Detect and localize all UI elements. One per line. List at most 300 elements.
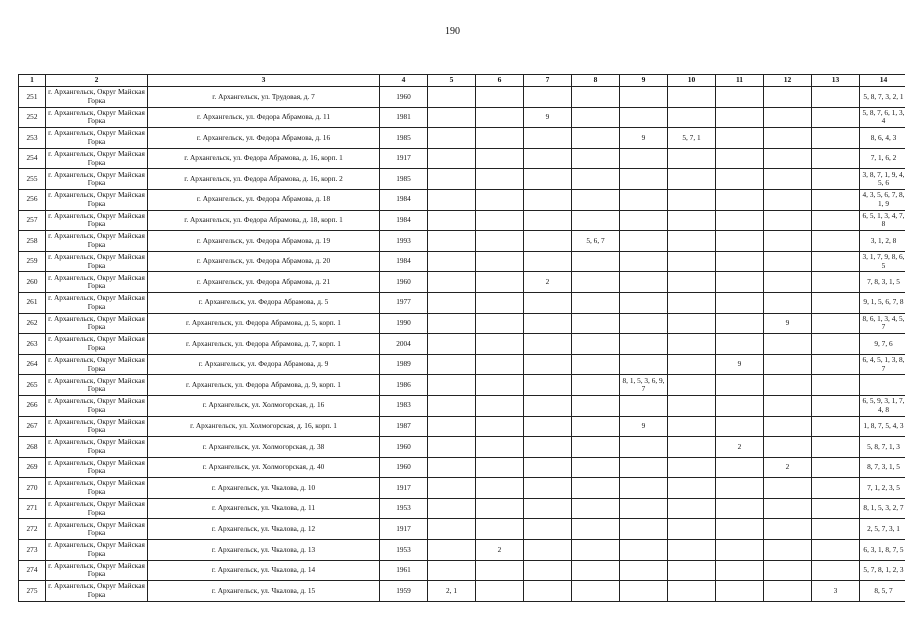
table-cell-col4: 1987 bbox=[380, 416, 428, 437]
table-cell-col12 bbox=[764, 272, 812, 293]
table-cell-col8 bbox=[572, 272, 620, 293]
table-cell-col14 bbox=[860, 375, 905, 396]
table-cell-col11 bbox=[716, 189, 764, 210]
table-cell-col11 bbox=[716, 334, 764, 355]
table-cell-col6 bbox=[476, 251, 524, 272]
table-cell-col13 bbox=[812, 437, 860, 458]
table-cell-col9 bbox=[620, 498, 668, 519]
table-cell-col9 bbox=[620, 313, 668, 334]
table-cell-col9 bbox=[620, 107, 668, 128]
table-cell-col8 bbox=[572, 251, 620, 272]
table-cell-col14: 2, 5, 7, 3, 1 bbox=[860, 519, 905, 540]
table-cell-col7 bbox=[524, 231, 572, 252]
table-cell-col3: г. Архангельск, ул. Федора Абрамова, д. 11 bbox=[148, 107, 380, 128]
table-row bbox=[19, 210, 905, 231]
column-header-6: 6 bbox=[476, 75, 524, 87]
table-cell-col7 bbox=[524, 251, 572, 272]
table-cell-col12 bbox=[764, 519, 812, 540]
table-cell-col1: 252 bbox=[19, 107, 46, 128]
table-row bbox=[19, 313, 905, 334]
table-cell-col11 bbox=[716, 169, 764, 190]
table-cell-col11 bbox=[716, 560, 764, 581]
table-cell-col10 bbox=[668, 334, 716, 355]
table-cell-col2: г. Архангельск, Округ Майская Горка bbox=[46, 87, 148, 108]
table-cell-col8 bbox=[572, 395, 620, 416]
table-cell-col5 bbox=[428, 210, 476, 231]
table-row bbox=[19, 375, 905, 396]
table-cell-col14: 3, 1, 2, 8 bbox=[860, 231, 905, 252]
table-cell-col7 bbox=[524, 540, 572, 561]
table-cell-col1: 274 bbox=[19, 560, 46, 581]
table-cell-col13 bbox=[812, 540, 860, 561]
table-cell-col6 bbox=[476, 478, 524, 499]
table-cell-col8 bbox=[572, 560, 620, 581]
table-cell-col10 bbox=[668, 581, 716, 602]
table-cell-col8 bbox=[572, 107, 620, 128]
table-cell-col11 bbox=[716, 498, 764, 519]
table-cell-col6 bbox=[476, 416, 524, 437]
table-cell-col7 bbox=[524, 210, 572, 231]
table-cell-col5 bbox=[428, 189, 476, 210]
table-cell-col2: г. Архангельск, Округ Майская Горка bbox=[46, 251, 148, 272]
table-row bbox=[19, 416, 905, 437]
table-cell-col12 bbox=[764, 560, 812, 581]
column-header-10: 10 bbox=[668, 75, 716, 87]
table-cell-col8 bbox=[572, 128, 620, 149]
table-cell-col7 bbox=[524, 519, 572, 540]
table-cell-col5 bbox=[428, 540, 476, 561]
table-cell-col12 bbox=[764, 334, 812, 355]
table-row bbox=[19, 478, 905, 499]
table-cell-col10 bbox=[668, 231, 716, 252]
table-cell-col1: 262 bbox=[19, 313, 46, 334]
table-cell-col5 bbox=[428, 519, 476, 540]
table-cell-col14: 3, 1, 7, 9, 8, 6, 5 bbox=[860, 251, 905, 272]
table-cell-col10 bbox=[668, 169, 716, 190]
table-cell-col9 bbox=[620, 478, 668, 499]
table-cell-col9 bbox=[620, 457, 668, 478]
table-cell-col5 bbox=[428, 292, 476, 313]
table-cell-col6 bbox=[476, 272, 524, 293]
table-row bbox=[19, 354, 905, 375]
table-row bbox=[19, 292, 905, 313]
table-cell-col10: 5, 7, 1 bbox=[668, 128, 716, 149]
table-cell-col12: 2 bbox=[764, 457, 812, 478]
table-cell-col13 bbox=[812, 354, 860, 375]
table-cell-col3: г. Архангельск, ул. Федора Абрамова, д. 9, корп. 1 bbox=[148, 375, 380, 396]
table-cell-col11 bbox=[716, 581, 764, 602]
table-cell-col6 bbox=[476, 375, 524, 396]
table-cell-col6 bbox=[476, 354, 524, 375]
table-cell-col2: г. Архангельск, Округ Майская Горка bbox=[46, 231, 148, 252]
table-cell-col2: г. Архангельск, Округ Майская Горка bbox=[46, 272, 148, 293]
table-cell-col11 bbox=[716, 87, 764, 108]
table-cell-col9 bbox=[620, 437, 668, 458]
table-cell-col14: 5, 8, 7, 3, 2, 1 bbox=[860, 87, 905, 108]
table-cell-col12 bbox=[764, 251, 812, 272]
table-row bbox=[19, 540, 905, 561]
table-cell-col6 bbox=[476, 498, 524, 519]
header-row bbox=[19, 75, 905, 87]
table-cell-col14: 3, 8, 7, 1, 9, 4, 5, 6 bbox=[860, 169, 905, 190]
table-cell-col8 bbox=[572, 169, 620, 190]
table-cell-col11 bbox=[716, 313, 764, 334]
table-row bbox=[19, 128, 905, 149]
column-header-5: 5 bbox=[428, 75, 476, 87]
table-cell-col1: 263 bbox=[19, 334, 46, 355]
table-cell-col1: 272 bbox=[19, 519, 46, 540]
column-header-14: 14 bbox=[860, 75, 905, 87]
table-cell-col14: 7, 1, 6, 2 bbox=[860, 148, 905, 169]
table-row bbox=[19, 272, 905, 293]
table-cell-col5 bbox=[428, 87, 476, 108]
table-cell-col10 bbox=[668, 148, 716, 169]
table-cell-col11 bbox=[716, 395, 764, 416]
table-cell-col8 bbox=[572, 210, 620, 231]
table-cell-col3: г. Архангельск, ул. Федора Абрамова, д. 19 bbox=[148, 231, 380, 252]
table-cell-col9 bbox=[620, 560, 668, 581]
table-cell-col11 bbox=[716, 375, 764, 396]
table-cell-col11 bbox=[716, 519, 764, 540]
table-cell-col4: 1917 bbox=[380, 478, 428, 499]
table-cell-col10 bbox=[668, 375, 716, 396]
table-cell-col1: 270 bbox=[19, 478, 46, 499]
table-cell-col3: г. Архангельск, ул. Федора Абрамова, д. 18 bbox=[148, 189, 380, 210]
table-cell-col9 bbox=[620, 292, 668, 313]
table-cell-col13: 3 bbox=[812, 581, 860, 602]
table-cell-col3: г. Архангельск, ул. Федора Абрамова, д. 7, корп. 1 bbox=[148, 334, 380, 355]
table-cell-col9 bbox=[620, 148, 668, 169]
table-cell-col9 bbox=[620, 251, 668, 272]
table-cell-col6 bbox=[476, 87, 524, 108]
column-header-3: 3 bbox=[148, 75, 380, 87]
table-cell-col13 bbox=[812, 416, 860, 437]
table-cell-col1: 271 bbox=[19, 498, 46, 519]
table-cell-col1: 253 bbox=[19, 128, 46, 149]
table-cell-col3: г. Архангельск, ул. Федора Абрамова, д. 16, корп. 1 bbox=[148, 148, 380, 169]
table-cell-col4: 2004 bbox=[380, 334, 428, 355]
table-cell-col4: 1960 bbox=[380, 457, 428, 478]
table-cell-col13 bbox=[812, 272, 860, 293]
table-cell-col9 bbox=[620, 210, 668, 231]
table-cell-col3: г. Архангельск, ул. Федора Абрамова, д. 16 bbox=[148, 128, 380, 149]
table-cell-col3: г. Архангельск, ул. Чкалова, д. 10 bbox=[148, 478, 380, 499]
table-cell-col8 bbox=[572, 416, 620, 437]
table-cell-col7 bbox=[524, 87, 572, 108]
table-cell-col12 bbox=[764, 437, 812, 458]
table-cell-col14: 7, 8, 3, 1, 5 bbox=[860, 272, 905, 293]
table-cell-col4: 1960 bbox=[380, 437, 428, 458]
table-cell-col8 bbox=[572, 519, 620, 540]
table-cell-col2: г. Архангельск, Округ Майская Горка bbox=[46, 416, 148, 437]
table-cell-col12: 9 bbox=[764, 313, 812, 334]
table-cell-col14: 8, 6, 4, 3 bbox=[860, 128, 905, 149]
table-cell-col10 bbox=[668, 354, 716, 375]
table-cell-col8 bbox=[572, 498, 620, 519]
table-cell-col4: 1953 bbox=[380, 540, 428, 561]
table-cell-col3: г. Архангельск, ул. Холмогорская, д. 16 bbox=[148, 395, 380, 416]
table-cell-col7 bbox=[524, 148, 572, 169]
table-cell-col1: 256 bbox=[19, 189, 46, 210]
table-cell-col5 bbox=[428, 478, 476, 499]
table-row bbox=[19, 457, 905, 478]
table-cell-col13 bbox=[812, 375, 860, 396]
table-cell-col1: 264 bbox=[19, 354, 46, 375]
table-cell-col7 bbox=[524, 128, 572, 149]
table-cell-col11 bbox=[716, 478, 764, 499]
table-cell-col3: г. Архангельск, ул. Федора Абрамова, д. 20 bbox=[148, 251, 380, 272]
table-cell-col9 bbox=[620, 519, 668, 540]
table-cell-col10 bbox=[668, 395, 716, 416]
table-cell-col1: 258 bbox=[19, 231, 46, 252]
table-cell-col10 bbox=[668, 313, 716, 334]
table-cell-col10 bbox=[668, 292, 716, 313]
table-cell-col4: 1917 bbox=[380, 519, 428, 540]
table-cell-col1: 268 bbox=[19, 437, 46, 458]
table-cell-col3: г. Архангельск, ул. Чкалова, д. 15 bbox=[148, 581, 380, 602]
table-cell-col6 bbox=[476, 107, 524, 128]
table-cell-col2: г. Архангельск, Округ Майская Горка bbox=[46, 148, 148, 169]
table-cell-col11 bbox=[716, 231, 764, 252]
table-cell-col6: 2 bbox=[476, 540, 524, 561]
table-cell-col11: 2 bbox=[716, 437, 764, 458]
column-header-12: 12 bbox=[764, 75, 812, 87]
table-cell-col7 bbox=[524, 457, 572, 478]
table-cell-col14: 7, 1, 2, 3, 5 bbox=[860, 478, 905, 499]
table-cell-col8 bbox=[572, 478, 620, 499]
table-row bbox=[19, 169, 905, 190]
table-cell-col1: 260 bbox=[19, 272, 46, 293]
table-cell-col8 bbox=[572, 354, 620, 375]
table-cell-col5 bbox=[428, 128, 476, 149]
table-cell-col9 bbox=[620, 169, 668, 190]
table-cell-col6 bbox=[476, 292, 524, 313]
table-cell-col10 bbox=[668, 519, 716, 540]
table-cell-col14: 8, 6, 1, 3, 4, 5, 7 bbox=[860, 313, 905, 334]
table-cell-col3: г. Архангельск, ул. Чкалова, д. 13 bbox=[148, 540, 380, 561]
table-cell-col13 bbox=[812, 560, 860, 581]
table-cell-col5 bbox=[428, 560, 476, 581]
table-cell-col14: 5, 7, 8, 1, 2, 3 bbox=[860, 560, 905, 581]
table-cell-col5 bbox=[428, 251, 476, 272]
table-cell-col11 bbox=[716, 540, 764, 561]
table-cell-col1: 259 bbox=[19, 251, 46, 272]
table-cell-col13 bbox=[812, 498, 860, 519]
table-cell-col2: г. Архангельск, Округ Майская Горка bbox=[46, 107, 148, 128]
table-cell-col13 bbox=[812, 334, 860, 355]
table-cell-col10 bbox=[668, 437, 716, 458]
table-cell-col1: 267 bbox=[19, 416, 46, 437]
table-cell-col12 bbox=[764, 87, 812, 108]
table-cell-col6 bbox=[476, 457, 524, 478]
table-cell-col13 bbox=[812, 87, 860, 108]
table-cell-col11 bbox=[716, 292, 764, 313]
table-cell-col7: 2 bbox=[524, 272, 572, 293]
table-cell-col8 bbox=[572, 292, 620, 313]
table-cell-col14: 5, 8, 7, 1, 3 bbox=[860, 437, 905, 458]
table-cell-col12 bbox=[764, 189, 812, 210]
table-cell-col11 bbox=[716, 107, 764, 128]
table-cell-col14: 6, 3, 1, 8, 7, 5 bbox=[860, 540, 905, 561]
table-cell-col3: г. Архангельск, ул. Холмогорская, д. 16, корп. 1 bbox=[148, 416, 380, 437]
table-cell-col2: г. Архангельск, Округ Майская Горка bbox=[46, 354, 148, 375]
table-cell-col11 bbox=[716, 251, 764, 272]
table-cell-col14: 1, 8, 7, 5, 4, 3 bbox=[860, 416, 905, 437]
table-cell-col4: 1990 bbox=[380, 313, 428, 334]
table-cell-col9 bbox=[620, 189, 668, 210]
table-cell-col12 bbox=[764, 169, 812, 190]
table-cell-col8 bbox=[572, 540, 620, 561]
table-cell-col6 bbox=[476, 189, 524, 210]
table-cell-col12 bbox=[764, 128, 812, 149]
table-cell-col3: г. Архангельск, ул. Федора Абрамова, д. 18, корп. 1 bbox=[148, 210, 380, 231]
table-cell-col7 bbox=[524, 416, 572, 437]
table-cell-col2: г. Архангельск, Округ Майская Горка bbox=[46, 210, 148, 231]
table-cell-col6 bbox=[476, 581, 524, 602]
table-cell-col11 bbox=[716, 457, 764, 478]
table-row bbox=[19, 148, 905, 169]
table-cell-col5 bbox=[428, 437, 476, 458]
table-cell-col2: г. Архангельск, Округ Майская Горка bbox=[46, 128, 148, 149]
column-header-7: 7 bbox=[524, 75, 572, 87]
table-cell-col13 bbox=[812, 169, 860, 190]
table-cell-col5: 2, 1 bbox=[428, 581, 476, 602]
table-cell-col3: г. Архангельск, ул. Федора Абрамова, д. 16, корп. 2 bbox=[148, 169, 380, 190]
table-cell-col5 bbox=[428, 375, 476, 396]
table-cell-col6 bbox=[476, 519, 524, 540]
table-cell-col14: 9, 7, 6 bbox=[860, 334, 905, 355]
table-cell-col7 bbox=[524, 478, 572, 499]
table-cell-col4: 1993 bbox=[380, 231, 428, 252]
table-cell-col2: г. Архангельск, Округ Майская Горка bbox=[46, 519, 148, 540]
table-cell-col10 bbox=[668, 251, 716, 272]
table-cell-col4: 1959 bbox=[380, 581, 428, 602]
table-cell-col4: 1977 bbox=[380, 292, 428, 313]
table-cell-col7 bbox=[524, 354, 572, 375]
table-cell-col4: 1953 bbox=[380, 498, 428, 519]
table-row bbox=[19, 437, 905, 458]
table-cell-col5 bbox=[428, 313, 476, 334]
table-cell-col11: 9 bbox=[716, 354, 764, 375]
table-cell-col1: 254 bbox=[19, 148, 46, 169]
table-cell-col13 bbox=[812, 128, 860, 149]
table-cell-col3: г. Архангельск, ул. Федора Абрамова, д. 5 bbox=[148, 292, 380, 313]
table-cell-col5 bbox=[428, 107, 476, 128]
table-cell-col1: 265 bbox=[19, 375, 46, 396]
table-cell-col2: г. Архангельск, Округ Майская Горка bbox=[46, 498, 148, 519]
table-cell-col11 bbox=[716, 210, 764, 231]
table-cell-col10 bbox=[668, 272, 716, 293]
table-cell-col12 bbox=[764, 375, 812, 396]
table-cell-col5 bbox=[428, 334, 476, 355]
table-cell-col2: г. Архангельск, Округ Майская Горка bbox=[46, 189, 148, 210]
table-cell-col9 bbox=[620, 395, 668, 416]
table-row bbox=[19, 334, 905, 355]
table-cell-col12 bbox=[764, 478, 812, 499]
table-cell-col2: г. Архангельск, Округ Майская Горка bbox=[46, 395, 148, 416]
table-cell-col3: г. Архангельск, ул. Трудовая, д. 7 bbox=[148, 87, 380, 108]
table-cell-col1: 273 bbox=[19, 540, 46, 561]
table-cell-col1: 269 bbox=[19, 457, 46, 478]
table-cell-col10 bbox=[668, 210, 716, 231]
table-cell-col7 bbox=[524, 581, 572, 602]
table-cell-col8 bbox=[572, 189, 620, 210]
table-cell-col2: г. Архангельск, Округ Майская Горка bbox=[46, 169, 148, 190]
table-cell-col3: г. Архангельск, ул. Чкалова, д. 14 bbox=[148, 560, 380, 581]
table-cell-col1: 266 bbox=[19, 395, 46, 416]
table-cell-col8 bbox=[572, 437, 620, 458]
table-cell-col14: 8, 5, 7 bbox=[860, 581, 905, 602]
table-cell-col11 bbox=[716, 272, 764, 293]
table-cell-col12 bbox=[764, 231, 812, 252]
table-cell-col3: г. Архангельск, ул. Холмогорская, д. 38 bbox=[148, 437, 380, 458]
table-row bbox=[19, 189, 905, 210]
table-cell-col6 bbox=[476, 169, 524, 190]
table-cell-col9 bbox=[620, 354, 668, 375]
table-cell-col8 bbox=[572, 334, 620, 355]
table-cell-col13 bbox=[812, 251, 860, 272]
table-cell-col11 bbox=[716, 128, 764, 149]
table-cell-col7: 9 bbox=[524, 107, 572, 128]
table-cell-col6 bbox=[476, 334, 524, 355]
table-cell-col9: 8, 1, 5, 3, 6, 9, 7 bbox=[620, 375, 668, 396]
table-cell-col6 bbox=[476, 395, 524, 416]
table-cell-col7 bbox=[524, 375, 572, 396]
table-cell-col8 bbox=[572, 457, 620, 478]
table-cell-col5 bbox=[428, 498, 476, 519]
table-cell-col3: г. Архангельск, ул. Чкалова, д. 12 bbox=[148, 519, 380, 540]
table-cell-col9 bbox=[620, 272, 668, 293]
table-cell-col2: г. Архангельск, Округ Майская Горка bbox=[46, 540, 148, 561]
table-cell-col8 bbox=[572, 581, 620, 602]
table-cell-col13 bbox=[812, 107, 860, 128]
table-cell-col4: 1960 bbox=[380, 272, 428, 293]
table-cell-col10 bbox=[668, 87, 716, 108]
table-cell-col13 bbox=[812, 313, 860, 334]
table-cell-col1: 275 bbox=[19, 581, 46, 602]
table-cell-col10 bbox=[668, 457, 716, 478]
table-cell-col7 bbox=[524, 437, 572, 458]
table-cell-col12 bbox=[764, 395, 812, 416]
column-header-4: 4 bbox=[380, 75, 428, 87]
table-row bbox=[19, 519, 905, 540]
table-cell-col9 bbox=[620, 231, 668, 252]
table-cell-col6 bbox=[476, 128, 524, 149]
table-cell-col11 bbox=[716, 148, 764, 169]
table-cell-col7 bbox=[524, 395, 572, 416]
table-cell-col14: 6, 5, 1, 3, 4, 7, 8 bbox=[860, 210, 905, 231]
table-cell-col2: г. Архангельск, Округ Майская Горка bbox=[46, 437, 148, 458]
table-cell-col6 bbox=[476, 210, 524, 231]
table-cell-col8 bbox=[572, 87, 620, 108]
table-cell-col6 bbox=[476, 313, 524, 334]
table-cell-col5 bbox=[428, 354, 476, 375]
table-row bbox=[19, 251, 905, 272]
table-cell-col6 bbox=[476, 231, 524, 252]
table-header bbox=[19, 75, 905, 87]
table-cell-col12 bbox=[764, 210, 812, 231]
table-cell-col4: 1985 bbox=[380, 128, 428, 149]
table-row bbox=[19, 107, 905, 128]
table-cell-col4: 1917 bbox=[380, 148, 428, 169]
table-cell-col5 bbox=[428, 169, 476, 190]
table-cell-col12 bbox=[764, 148, 812, 169]
table-cell-col2: г. Архангельск, Округ Майская Горка bbox=[46, 478, 148, 499]
table-cell-col12 bbox=[764, 581, 812, 602]
table-cell-col13 bbox=[812, 395, 860, 416]
column-header-13: 13 bbox=[812, 75, 860, 87]
table-cell-col14: 8, 1, 5, 3, 2, 7 bbox=[860, 498, 905, 519]
